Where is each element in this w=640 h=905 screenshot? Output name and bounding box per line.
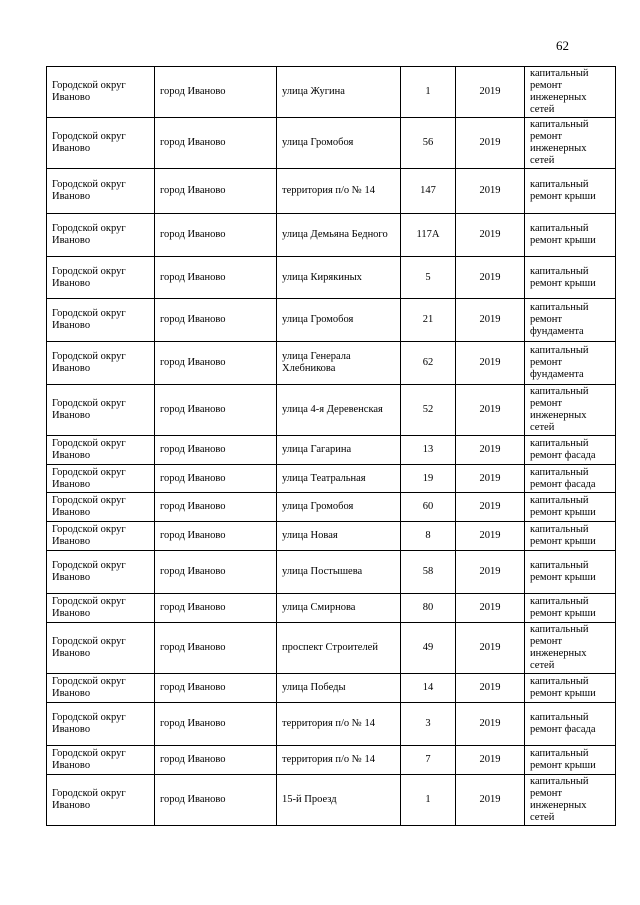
year-cell: 2019 <box>456 214 525 257</box>
settlement-cell: город Иваново <box>155 551 277 594</box>
settlement-cell: город Иваново <box>155 522 277 551</box>
work-type-cell: капитальный ремонт инженерных сетей <box>525 385 616 436</box>
work-type-cell: капитальный ремонт инженерных сетей <box>525 775 616 826</box>
work-type-cell: капитальный ремонт инженерных сетей <box>525 67 616 118</box>
district-cell: Городской округ Иваново <box>47 214 155 257</box>
work-type-cell: капитальный ремонт инженерных сетей <box>525 118 616 169</box>
street-cell: улица Громобоя <box>277 299 401 342</box>
table-row <box>47 674 616 703</box>
table-row <box>47 169 616 214</box>
settlement-cell: город Иваново <box>155 775 277 826</box>
settlement-cell: город Иваново <box>155 118 277 169</box>
district-cell: Городской округ Иваново <box>47 746 155 775</box>
district-cell: Городской округ Иваново <box>47 465 155 493</box>
street-cell: улица Громобоя <box>277 493 401 522</box>
street-cell: проспект Строителей <box>277 623 401 674</box>
street-cell: улица Театральная <box>277 465 401 493</box>
settlement-cell: город Иваново <box>155 214 277 257</box>
year-cell: 2019 <box>456 436 525 465</box>
district-cell: Городской округ Иваново <box>47 342 155 385</box>
year-cell: 2019 <box>456 674 525 703</box>
district-cell: Городской округ Иваново <box>47 299 155 342</box>
work-type-cell: капитальный ремонт фундамента <box>525 299 616 342</box>
year-cell: 2019 <box>456 342 525 385</box>
work-type-cell: капитальный ремонт крыши <box>525 674 616 703</box>
work-type-cell: капитальный ремонт крыши <box>525 551 616 594</box>
district-cell: Городской округ Иваново <box>47 436 155 465</box>
settlement-cell: город Иваново <box>155 385 277 436</box>
year-cell: 2019 <box>456 385 525 436</box>
work-type-cell: капитальный ремонт крыши <box>525 214 616 257</box>
district-cell: Городской округ Иваново <box>47 118 155 169</box>
year-cell: 2019 <box>456 299 525 342</box>
house-number-cell: 1 <box>401 67 456 118</box>
table-row <box>47 551 616 594</box>
settlement-cell: город Иваново <box>155 299 277 342</box>
district-cell: Городской округ Иваново <box>47 703 155 746</box>
street-cell: 15-й Проезд <box>277 775 401 826</box>
street-cell: улица Гагарина <box>277 436 401 465</box>
work-type-cell: капитальный ремонт крыши <box>525 594 616 623</box>
table-row <box>47 493 616 522</box>
house-number-cell: 49 <box>401 623 456 674</box>
work-type-cell: капитальный ремонт крыши <box>525 257 616 299</box>
district-cell: Городской округ Иваново <box>47 493 155 522</box>
street-cell: улица Постышева <box>277 551 401 594</box>
district-cell: Городской округ Иваново <box>47 169 155 214</box>
district-cell: Городской округ Иваново <box>47 623 155 674</box>
work-type-cell: капитальный ремонт фасада <box>525 703 616 746</box>
year-cell: 2019 <box>456 465 525 493</box>
settlement-cell: город Иваново <box>155 493 277 522</box>
street-cell: улица Генерала Хлебникова <box>277 342 401 385</box>
house-number-cell: 56 <box>401 118 456 169</box>
year-cell: 2019 <box>456 257 525 299</box>
district-cell: Городской округ Иваново <box>47 775 155 826</box>
table-row <box>47 775 616 826</box>
settlement-cell: город Иваново <box>155 623 277 674</box>
settlement-cell: город Иваново <box>155 594 277 623</box>
table-body <box>47 67 616 826</box>
year-cell: 2019 <box>456 493 525 522</box>
street-cell: улица Громобоя <box>277 118 401 169</box>
house-number-cell: 60 <box>401 493 456 522</box>
work-type-cell: капитальный ремонт крыши <box>525 493 616 522</box>
house-number-cell: 117А <box>401 214 456 257</box>
district-cell: Городской округ Иваново <box>47 551 155 594</box>
table-row <box>47 118 616 169</box>
street-cell: улица Демьяна Бедного <box>277 214 401 257</box>
year-cell: 2019 <box>456 522 525 551</box>
house-number-cell: 1 <box>401 775 456 826</box>
table-row <box>47 522 616 551</box>
settlement-cell: город Иваново <box>155 674 277 703</box>
district-cell: Городской округ Иваново <box>47 594 155 623</box>
house-number-cell: 58 <box>401 551 456 594</box>
house-number-cell: 147 <box>401 169 456 214</box>
work-type-cell: капитальный ремонт фасада <box>525 465 616 493</box>
house-number-cell: 19 <box>401 465 456 493</box>
year-cell: 2019 <box>456 746 525 775</box>
year-cell: 2019 <box>456 775 525 826</box>
table-row <box>47 623 616 674</box>
street-cell: территория п/о № 14 <box>277 746 401 775</box>
house-number-cell: 52 <box>401 385 456 436</box>
house-number-cell: 5 <box>401 257 456 299</box>
settlement-cell: город Иваново <box>155 746 277 775</box>
settlement-cell: город Иваново <box>155 436 277 465</box>
district-cell: Городской округ Иваново <box>47 674 155 703</box>
district-cell: Городской округ Иваново <box>47 522 155 551</box>
table-row <box>47 703 616 746</box>
house-number-cell: 3 <box>401 703 456 746</box>
settlement-cell: город Иваново <box>155 703 277 746</box>
street-cell: улица Жугина <box>277 67 401 118</box>
house-number-cell: 7 <box>401 746 456 775</box>
table-row <box>47 385 616 436</box>
work-type-cell: капитальный ремонт крыши <box>525 746 616 775</box>
year-cell: 2019 <box>456 594 525 623</box>
work-type-cell: капитальный ремонт фундамента <box>525 342 616 385</box>
year-cell: 2019 <box>456 703 525 746</box>
settlement-cell: город Иваново <box>155 257 277 299</box>
settlement-cell: город Иваново <box>155 169 277 214</box>
settlement-cell: город Иваново <box>155 465 277 493</box>
work-type-cell: капитальный ремонт крыши <box>525 169 616 214</box>
district-cell: Городской округ Иваново <box>47 257 155 299</box>
work-type-cell: капитальный ремонт фасада <box>525 436 616 465</box>
street-cell: улица Кирякиных <box>277 257 401 299</box>
table-row <box>47 594 616 623</box>
house-number-cell: 14 <box>401 674 456 703</box>
year-cell: 2019 <box>456 118 525 169</box>
year-cell: 2019 <box>456 67 525 118</box>
house-number-cell: 62 <box>401 342 456 385</box>
table-row <box>47 257 616 299</box>
street-cell: улица Победы <box>277 674 401 703</box>
district-cell: Городской округ Иваново <box>47 385 155 436</box>
house-number-cell: 80 <box>401 594 456 623</box>
settlement-cell: город Иваново <box>155 67 277 118</box>
street-cell: улица Новая <box>277 522 401 551</box>
work-type-cell: капитальный ремонт инженерных сетей <box>525 623 616 674</box>
page-number: 62 <box>556 38 569 53</box>
table-row <box>47 299 616 342</box>
street-cell: территория п/о № 14 <box>277 169 401 214</box>
street-cell: территория п/о № 14 <box>277 703 401 746</box>
house-number-cell: 13 <box>401 436 456 465</box>
work-type-cell: капитальный ремонт крыши <box>525 522 616 551</box>
street-cell: улица Смирнова <box>277 594 401 623</box>
table-row <box>47 436 616 465</box>
house-number-cell: 21 <box>401 299 456 342</box>
district-cell: Городской округ Иваново <box>47 67 155 118</box>
table-row <box>47 67 616 118</box>
year-cell: 2019 <box>456 169 525 214</box>
repair-program-table <box>46 66 616 826</box>
settlement-cell: город Иваново <box>155 342 277 385</box>
table-row <box>47 342 616 385</box>
table-row <box>47 465 616 493</box>
year-cell: 2019 <box>456 551 525 594</box>
street-cell: улица 4-я Деревенская <box>277 385 401 436</box>
table-row <box>47 746 616 775</box>
table-row <box>47 214 616 257</box>
house-number-cell: 8 <box>401 522 456 551</box>
year-cell: 2019 <box>456 623 525 674</box>
